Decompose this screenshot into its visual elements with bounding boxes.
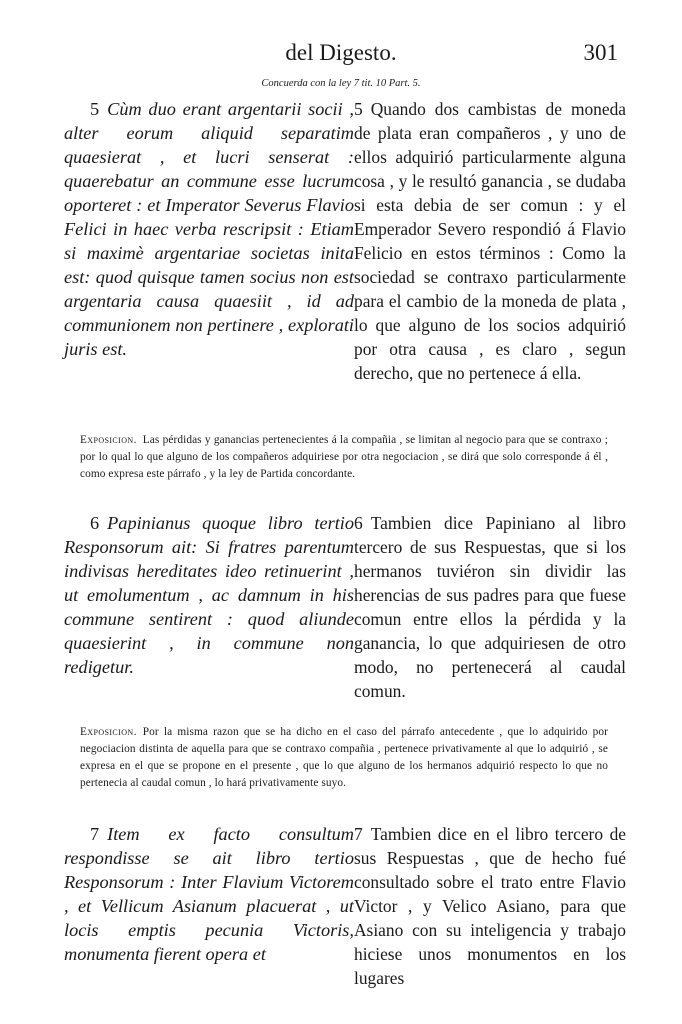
- latin-paragraph: [64, 511, 354, 679]
- exposition-text: Por la misma razon que se ha dicho en el caso del párrafo antecedente , que lo adquirido por negociacion distinta de aquella para que se contraxo compañia , pertenece privativamente al que lo adquirió , se expresa en el que se propone en el presente , que lo que alguno de los hermanos adquirió respecto lo que no pertenecia al caudal comun , lo hará privativamente suyo.: [80, 726, 608, 789]
- spanish-column: [354, 97, 626, 385]
- spanish-column: [354, 822, 626, 990]
- paragraph-number: 7: [90, 824, 100, 844]
- exposition-label: Exposicion.: [80, 434, 137, 446]
- section-5: [64, 97, 624, 419]
- running-head: [0, 40, 682, 70]
- paragraph-number: 5: [90, 99, 100, 119]
- latin-paragraph: [64, 97, 354, 361]
- paragraph-number: 7: [354, 824, 363, 844]
- spanish-text: Tambien dice en el libro tercero de sus Respuestas , que de hecho fué consultado sobre el trato entre Flavio Victor , y Velico Asiano, para que Asiano con su inteligencia y trabajo hiciese unos monumentos en los lugares: [354, 824, 626, 988]
- section-7: [64, 822, 624, 992]
- spanish-text: Tambien dice Papiniano al libro tercero de sus Respuestas, que si los hermanos tuviéron sin dividir las herencias de sus padres para que fuese comun entre ellos la pérdida y la ganancia, lo que adquiriesen de otro modo, no pertenecerá al caudal comun.: [354, 513, 626, 701]
- spanish-paragraph: [354, 511, 626, 703]
- page-number: 301: [583, 40, 618, 65]
- latin-column: [64, 822, 354, 966]
- exposition-5: [80, 432, 608, 483]
- paragraph-number: 6: [354, 513, 363, 533]
- latin-text: Item ex facto consultum respondisse se ait libro tertio Responsorum : Inter Flavium Victorem , et Vellicum Asianum placuerat , ut locis emptis pecunia Victoris, monumenta fierent opera et: [64, 824, 354, 964]
- exposition-label: Exposicion.: [80, 726, 137, 738]
- latin-text: Papinianus quoque libro tertio Responsorum ait: Si fratres parentum indivisas hereditates ideo retinuerint , ut emolumentum , ac damnum in his commune sentirent : quod aliunde quaesierint , in commune non redigetur.: [64, 513, 354, 677]
- spanish-column: [354, 511, 626, 703]
- latin-column: [64, 511, 354, 679]
- paragraph-number: 5: [354, 99, 363, 119]
- exposition-text: Las pérdidas y ganancias pertenecientes á la compañia , se limitan al negocio para que se contraxo ; por lo qual lo que alguno de los compañeros adquiriese por otra negociacion , se dirá que solo corresponde á él , como expresa este párrafo , y la ley de Partida concordante.: [80, 434, 608, 480]
- spanish-paragraph: [354, 97, 626, 385]
- exposition-6: [80, 724, 608, 792]
- spanish-paragraph: [354, 822, 626, 990]
- latin-column: [64, 97, 354, 361]
- concordance-note: Concuerda con la ley 7 tit. 10 Part. 5.: [261, 78, 421, 89]
- spanish-text: Quando dos cambistas de moneda de plata eran compañeros , y uno de ellos adquirió particularmente alguna cosa , y le resultó ganancia , se dudaba si esta debia de ser comun : y el Emperador Severo respondió á Flavio Felicio en estos términos : Como la sociedad se contraxo particularmente para el cambio de la moneda de plata , lo que alguno de los socios adquirió por otra causa , es claro , segun derecho, que no pertenece á ella.: [354, 99, 626, 383]
- latin-text: Cùm duo erant argentarii socii , alter eorum aliquid separatim quaesierat , et lucri senserat : quaerebatur an commune esse lucrum oporteret : et Imperator Severus Flavio Felici in haec verba rescripsit : Etiam si maximè argentariae societas inita est: quod quisque tamen socius non est argentaria causa quaesiit , id ad communionem non pertinere , explorati juris est.: [64, 99, 354, 359]
- running-title: del Digesto.: [285, 40, 397, 65]
- paragraph-number: 6: [90, 513, 100, 533]
- latin-paragraph: [64, 822, 354, 966]
- section-6: [64, 511, 624, 711]
